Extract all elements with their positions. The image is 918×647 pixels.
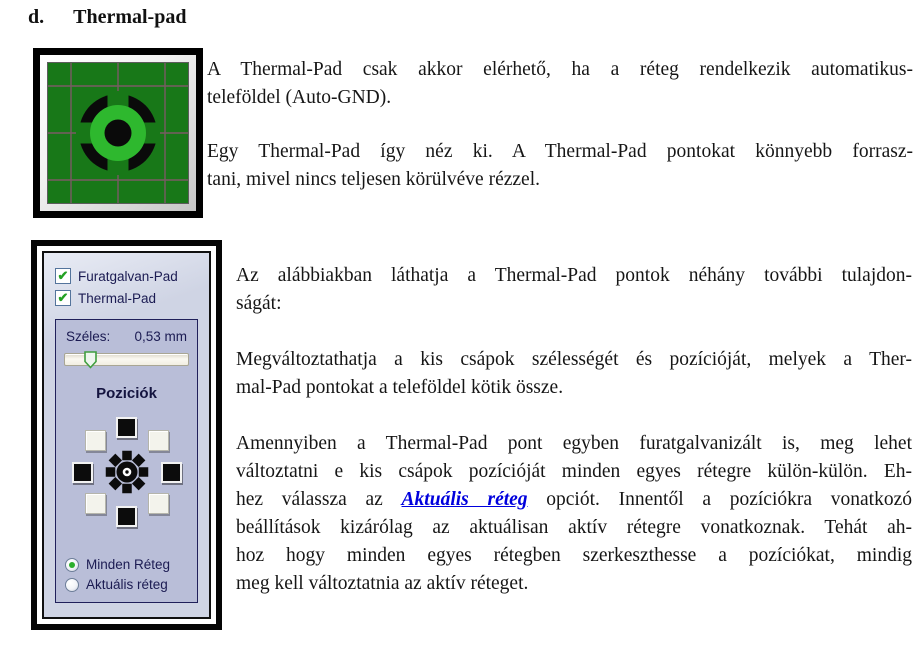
text-line: Amennyiben a Thermal-Pad pont egyben furatgalvanizált is, meg lehet xyxy=(236,433,912,454)
position-button-ne[interactable] xyxy=(148,430,169,451)
layer-radio-group xyxy=(63,557,190,592)
section-heading xyxy=(28,6,186,29)
position-button-e[interactable] xyxy=(161,462,182,483)
radio-circle[interactable] xyxy=(65,578,79,592)
checkbox-box[interactable] xyxy=(55,290,71,306)
checkbox-furatgalvan-pad[interactable] xyxy=(55,268,200,284)
text-line: beállítások kizárólag az aktuálisan aktív rétegre vonatkoznak. Tehát ah- xyxy=(236,517,912,538)
thermal-pad-settings-panel xyxy=(31,240,222,630)
heading-title: Thermal-pad xyxy=(73,6,187,28)
text-line: változtatni e kis csápok pozícióját minden egyes rétegre külön-külön. Eh- xyxy=(236,461,912,482)
text-segment: hez válassza az xyxy=(236,489,402,510)
panel-content xyxy=(42,251,211,619)
thermal-pad-icon xyxy=(48,63,188,203)
radio-minden-reteg[interactable] xyxy=(65,557,190,572)
slider-thumb[interactable] xyxy=(84,351,97,374)
heading-letter: d. xyxy=(28,6,45,28)
checkbox-area xyxy=(53,265,200,312)
aktualis-reteg-link[interactable]: Aktuális réteg xyxy=(401,489,528,510)
position-button-w[interactable] xyxy=(72,462,93,483)
position-button-sw[interactable] xyxy=(85,493,106,514)
paragraph xyxy=(207,56,913,112)
paragraph xyxy=(236,262,912,318)
position-button-nw[interactable] xyxy=(85,430,106,451)
paragraph xyxy=(207,138,913,194)
width-value: 0,53 mm xyxy=(134,329,187,344)
text-line: A Thermal-Pad csak akkor elérhető, ha a réteg rendelkezik automatikus- xyxy=(207,59,913,80)
text-segment: opciót. Innentől a pozíciókra vonatkozó xyxy=(527,489,912,510)
position-button-se[interactable] xyxy=(148,493,169,514)
text-line: mal-Pad pontokat a teleföldel kötik össze. xyxy=(236,377,564,398)
radio-label: Aktuális réteg xyxy=(86,577,168,592)
paragraph xyxy=(236,430,912,598)
checkbox-box[interactable] xyxy=(55,268,71,284)
pad-options-group xyxy=(55,319,198,603)
paragraph xyxy=(236,346,912,402)
thermal-pad-image xyxy=(33,48,203,218)
position-selector xyxy=(71,416,183,528)
text-line: Az alábbiakban láthatja a Thermal-Pad pontok néhány további tulajdon- xyxy=(236,265,912,286)
slider-track[interactable] xyxy=(64,353,189,366)
check-icon: ✔ xyxy=(57,267,69,283)
checkbox-label: Thermal-Pad xyxy=(78,290,157,306)
positions-title: Poziciók xyxy=(96,385,157,402)
text-line: tani, mivel nincs teljesen körülvéve rézzel. xyxy=(207,169,540,190)
text-line: ságát: xyxy=(236,293,282,314)
text-line: teleföldel (Auto-GND). xyxy=(207,87,392,108)
text-line: hoz hogy minden egyes rétegben szerkeszthesse a pozíciókat, mindig xyxy=(236,545,912,566)
text-block-1 xyxy=(207,56,913,220)
text-line: Megváltoztathatja a kis csápok szélességét és pozícióját, melyek a Ther- xyxy=(236,349,912,370)
thermal-pad-preview-icon xyxy=(103,448,151,496)
width-label: Széles: xyxy=(66,329,111,344)
position-button-s[interactable] xyxy=(116,506,137,527)
radio-label: Minden Réteg xyxy=(86,557,171,572)
radio-aktualis-reteg[interactable] xyxy=(65,577,190,592)
text-line: Egy Thermal-Pad így néz ki. A Thermal-Pad pontokat könnyebb forrasz- xyxy=(207,141,913,162)
text-block-2 xyxy=(236,262,912,626)
text-line: meg kell változtatnia az aktív réteget. xyxy=(236,573,529,594)
checkbox-label: Furatgalvan-Pad xyxy=(78,268,178,284)
checkbox-thermal-pad[interactable] xyxy=(55,290,200,306)
position-button-n[interactable] xyxy=(116,417,137,438)
width-slider[interactable] xyxy=(64,351,189,369)
text-line xyxy=(236,486,912,514)
radio-circle[interactable] xyxy=(65,558,79,572)
check-icon: ✔ xyxy=(57,289,69,305)
radio-selected-dot xyxy=(69,562,75,568)
thermal-pad-graphic xyxy=(47,62,189,204)
